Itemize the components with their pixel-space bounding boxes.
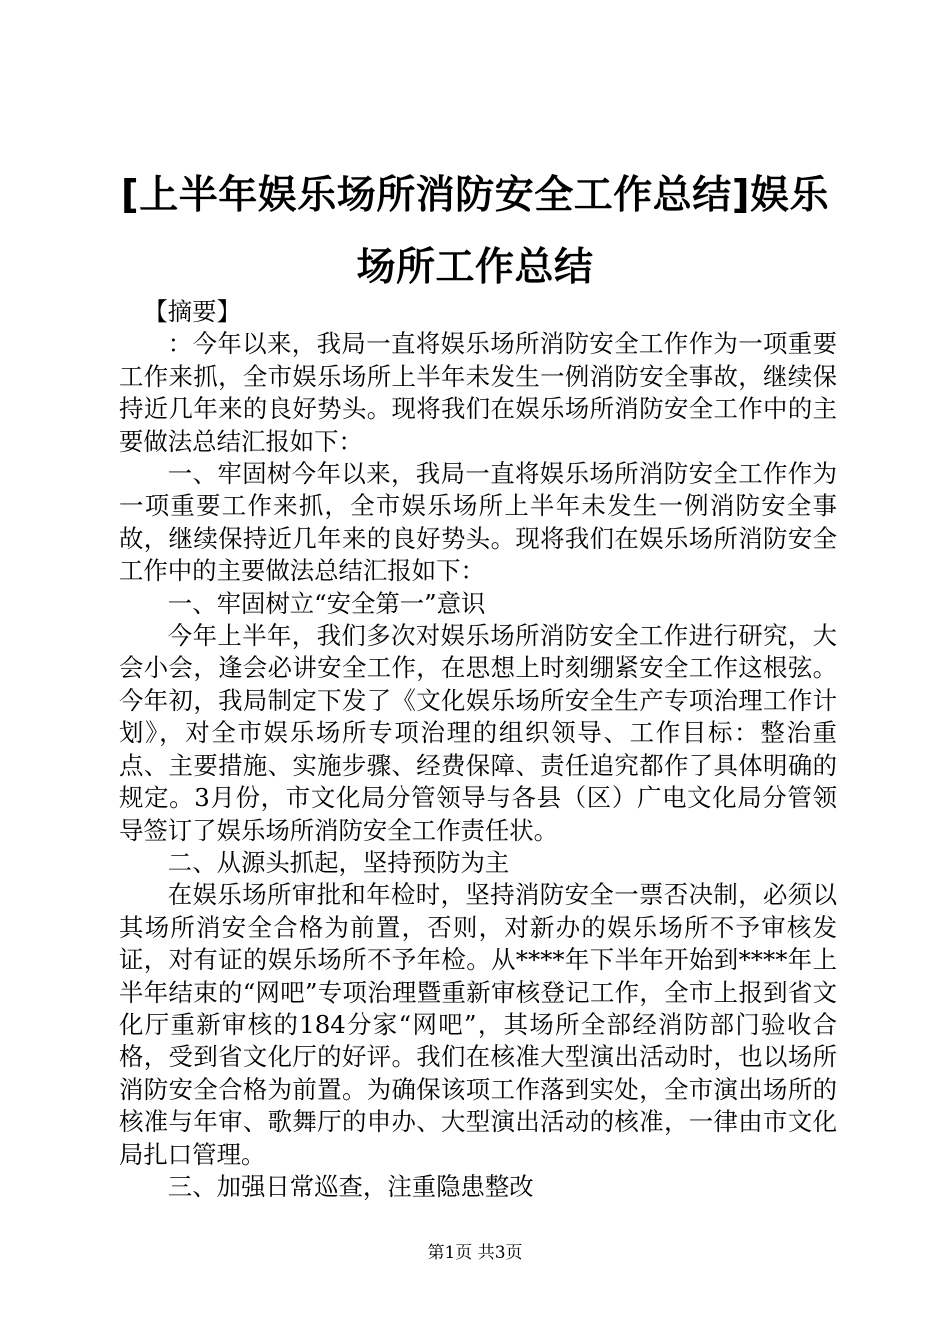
section-heading-1: 一、牢固树立“安全第一”意识 <box>167 588 486 618</box>
document-title: [上半年娱乐场所消防安全工作总结]娱乐场所工作总结 <box>120 173 830 290</box>
paragraph-3: 在娱乐场所审批和年检时，坚持消防安全一票否决制，必须以其场所消安全合格为前置，否则，对新办的娱乐场所不予审核发证，对有证的娱乐场所不予年检。从****年下半年开始到****年上半年结束的“网吧”专项治理暨重新审核登记工作，全市上报到省文化厅重新审核的184分家“网吧”，其场所全部经消防部门验收合格，受到省文化厅的好评。我们在核准大型演出活动时，也以场所消防安全合格为前置。为确保该项工作落到实处，全市演出场所的核准与年审、歌舞厅的申办、大型演出活动的核准，一律由市文化局扎口管理。 <box>119 880 837 1169</box>
summary-label: 【摘要】 <box>143 297 241 326</box>
paragraph-1: 一、牢固树今年以来，我局一直将娱乐场所消防安全工作作为一项重要工作来抓，全市娱乐场所上半年未发生一例消防安全事故，继续保持近几年来的良好势头。现将我们在娱乐场所消防安全工作中的主要做法总结汇报如下： <box>119 459 837 586</box>
document-body <box>119 296 837 1203</box>
page-number-footer: 第1页 共3页 <box>427 1243 523 1263</box>
section-heading-3: 三、加强日常巡查，注重隐患整改 <box>167 1171 534 1201</box>
paragraph-2: 今年上半年，我们多次对娱乐场所消防安全工作进行研究，大会小会，逢会必讲安全工作，在思想上时刻绷紧安全工作这根弦。今年初，我局制定下发了《文化娱乐场所安全生产专项治理工作计划》，对全市娱乐场所专项治理的组织领导、工作目标：整治重点、主要措施、实施步骤、经费保障、责任追究都作了具体明确的规定。3月份，市文化局分管领导与各县（区）广电文化局分管领导签订了娱乐场所消防安全工作责任状。 <box>119 621 837 845</box>
paragraph-intro: ：今年以来，我局一直将娱乐场所消防安全工作作为一项重要工作来抓，全市娱乐场所上半年未发生一例消防安全事故，继续保持近几年来的良好势头。现将我们在娱乐场所消防安全工作中的主要做法总结汇报如下： <box>119 329 837 456</box>
section-heading-2: 二、从源头抓起，坚持预防为主 <box>167 847 510 877</box>
